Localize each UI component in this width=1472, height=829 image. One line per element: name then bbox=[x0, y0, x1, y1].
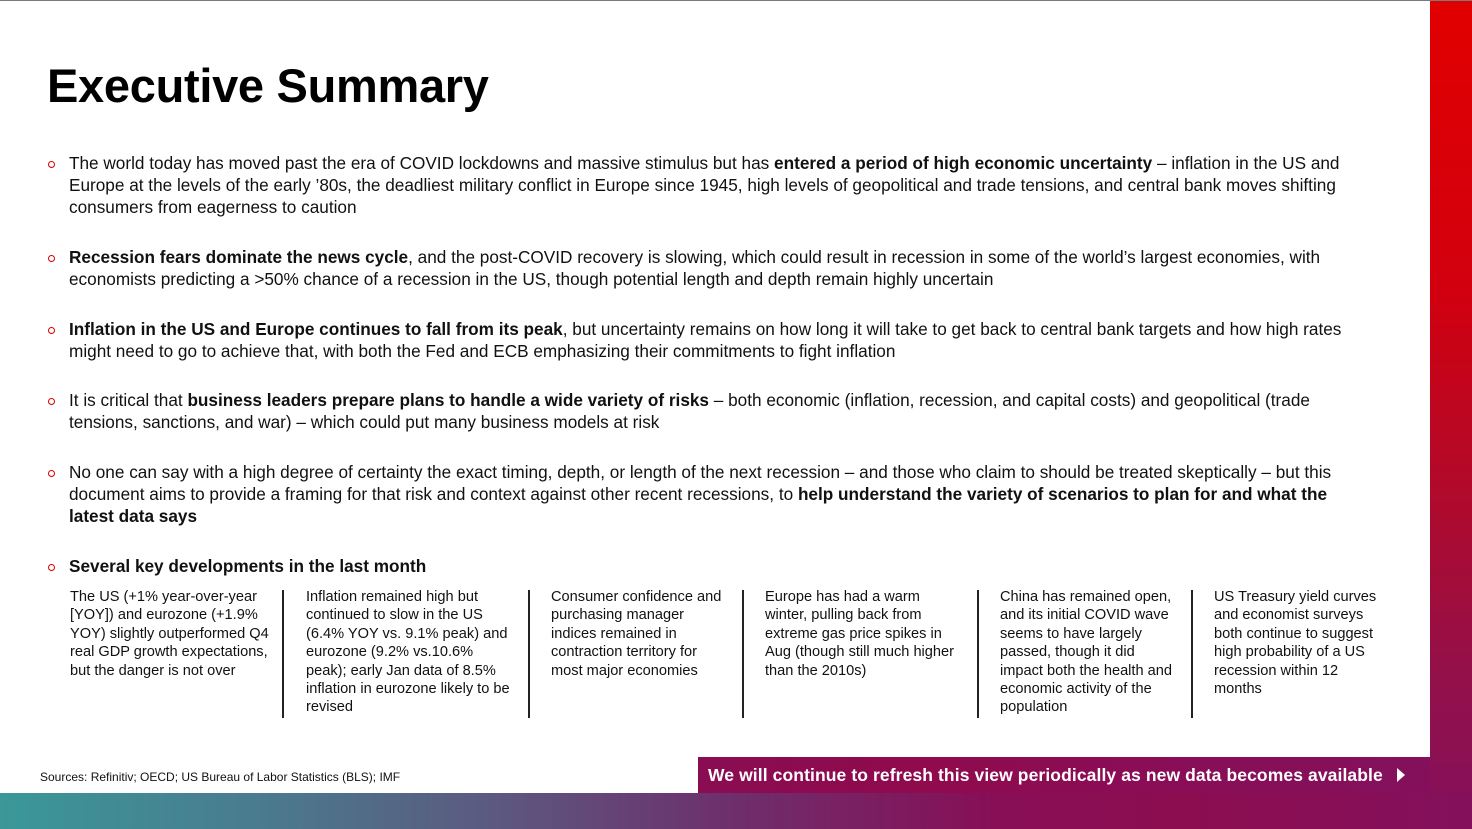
column-divider bbox=[282, 590, 284, 718]
accent-band-bottom bbox=[0, 793, 1472, 829]
top-rule bbox=[0, 0, 1472, 1]
bullet-emphasis: entered a period of high economic uncertainty bbox=[774, 153, 1153, 173]
refresh-banner-text: We will continue to refresh this view periodically as new data becomes available bbox=[708, 764, 1383, 785]
bullet-segment: – inflation in the US and Europe at the levels of the early ’80s, the deadliest military conflict in Europe since 1945, high levels of geopolitical and trade tensions, and central bank moves shifting consumers from eagerness to caution bbox=[69, 153, 1340, 218]
bullet-emphasis: Several key developments in the last month bbox=[69, 556, 427, 576]
accent-bar-right bbox=[1430, 1, 1472, 829]
development-gdp: The US (+1% year-over-year [YOY]) and eurozone (+1.9% YOY) slightly outperformed Q4 real GDP growth expectations, but the danger is not over bbox=[70, 589, 269, 679]
development-china: China has remained open, and its initial COVID wave seems to have largely passed, though it did impact both the health and economic activity of the population bbox=[1000, 589, 1173, 716]
bullet-inflation bbox=[46, 318, 1376, 362]
circle-bullet-icon bbox=[48, 398, 55, 405]
circle-bullet-icon bbox=[48, 470, 55, 477]
development-inflation: Inflation remained high but continued to slow in the US (6.4% YOY vs. 9.1% peak) and eurozone (9.2% vs.10.6% peak); early Jan data of 8.5% inflation in eurozone likely to be revised bbox=[306, 589, 510, 716]
circle-bullet-icon bbox=[48, 564, 55, 571]
column-divider bbox=[977, 590, 979, 718]
column-divider bbox=[528, 590, 530, 718]
bullet-text bbox=[69, 461, 1376, 528]
page-title: Executive Summary bbox=[47, 59, 489, 112]
bullet-segment: – both economic (inflation, recession, and capital costs) and geopolitical (trade tensions, sanctions, and war) – which could put many business models at risk bbox=[69, 390, 1310, 433]
circle-bullet-icon bbox=[48, 255, 55, 262]
bullet-segment: , but uncertainty remains on how long it will take to get back to central bank targets and how high rates might need to go to achieve that, with both the Fed and ECB emphasizing their commitments to fight inflation bbox=[69, 319, 1342, 362]
bullet-business-risks bbox=[46, 389, 1376, 433]
bullet-recession-fears bbox=[46, 246, 1376, 290]
bullet-key-developments bbox=[46, 555, 1376, 577]
bullet-document-purpose bbox=[46, 461, 1376, 528]
circle-bullet-icon bbox=[48, 161, 55, 168]
bullet-text bbox=[69, 152, 1376, 219]
bullet-emphasis: Recession fears dominate the news cycle bbox=[69, 247, 409, 267]
bullet-text bbox=[69, 318, 1376, 362]
refresh-banner[interactable] bbox=[698, 757, 1430, 793]
bullet-segment: The world today has moved past the era of COVID lockdowns and massive stimulus but has bbox=[69, 153, 775, 173]
key-developments-grid bbox=[60, 588, 1400, 720]
bullet-emphasis: Inflation in the US and Europe continues to fall from its peak bbox=[69, 319, 563, 339]
circle-bullet-icon bbox=[48, 327, 55, 334]
bullet-text bbox=[69, 246, 1376, 290]
column-divider bbox=[1191, 590, 1193, 718]
bullet-segment: , and the post-COVID recovery is slowing, which could result in recession in some of the world’s largest economies, with economists predicting a >50% chance of a recession in the US, though potential length and depth remain highly uncertain bbox=[69, 247, 1321, 290]
bullet-text bbox=[69, 389, 1376, 433]
bullet-segment: No one can say with a high degree of certainty the exact timing, depth, or length of the next recession – and those who claim to should be treated skeptically – but this document aims to provide a framing for that risk and context against other recent recessions, to bbox=[69, 462, 1332, 505]
development-yield-curve: US Treasury yield curves and economist surveys both continue to suggest high probability of a US recession within 12 months bbox=[1214, 589, 1377, 698]
bullet-text bbox=[69, 555, 1376, 577]
bullet-emphasis: help understand the variety of scenarios to plan for and what the latest data says bbox=[69, 484, 1328, 527]
sources-note: Sources: Refinitiv; OECD; US Bureau of Labor Statistics (BLS); IMF bbox=[40, 770, 401, 784]
bullet-emphasis: business leaders prepare plans to handle a wide variety of risks bbox=[187, 390, 709, 410]
column-divider bbox=[742, 590, 744, 718]
bullet-segment: It is critical that bbox=[69, 390, 188, 410]
development-consumer-confidence: Consumer confidence and purchasing manager indices remained in contraction territory for most major economies bbox=[551, 589, 722, 679]
development-europe-energy: Europe has had a warm winter, pulling back from extreme gas price spikes in Aug (though still much higher than the 2010s) bbox=[765, 589, 955, 679]
bullet-uncertainty bbox=[46, 152, 1376, 219]
play-arrow-icon[interactable] bbox=[1397, 768, 1405, 782]
